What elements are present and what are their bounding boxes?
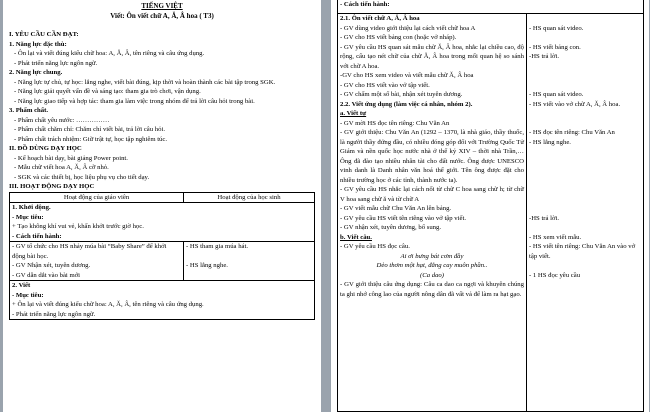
- subject-heading: TIẾNG VIỆT: [141, 2, 183, 10]
- student-step: - HS tham gia múa hát.: [186, 243, 249, 250]
- paragraph: - Năng lực tự chủ, tự học: lắng nghe, viết bài đúng, kịp thời và hoàn thành các bài tập trong SGK.: [14, 78, 276, 86]
- teacher-step: - GV Nhận xét, tuyên dương.: [12, 262, 91, 269]
- teacher-step: - GV giới thiệu câu ứng dụng: Câu ca dao ca ngợi và khuyên chúng ta ghi nhớ công lao của người nông dân đã vất vả để làm ra hạt gạo.: [340, 281, 524, 298]
- step-heading: 2.1. Ôn viết chữ A, Ă, Â hoa: [340, 15, 420, 23]
- step-heading: a. Viết tự: [340, 110, 367, 118]
- student-step: - HS xem viết mẫu.: [529, 233, 582, 241]
- paragraph: - Năng lực giải quyết vấn đề và sáng tạo: tham gia trò chơi, vận dụng.: [14, 88, 201, 95]
- student-step: - HS lắng nghe.: [186, 262, 228, 269]
- paragraph: - Kế hoạch bài dạy, bài giảng Power point.: [14, 154, 128, 162]
- activity-table: [9, 192, 315, 321]
- teacher-step: - GV yêu cầu HS quan sát mẫu chữ Ă, Â hoa, nhắc lại chiều cao, độ rộng, cấu tạo nét chữ của chữ Ă, Â hoa trong mối quan hệ so sánh với chữ A hoa.: [340, 43, 524, 70]
- student-step: - HS quan sát video.: [529, 91, 584, 99]
- label: - Mục tiêu:: [12, 291, 44, 299]
- paragraph: - Phẩm chất yêu nước: ……………: [14, 116, 110, 124]
- paragraph: + Tạo không khí vui vẻ, khấn khởi trước giờ học.: [12, 223, 144, 230]
- student-step: - 1 HS đọc yêu cầu: [529, 271, 581, 279]
- teacher-step: - GV giới thiệu: Chu Văn An (1292 – 1370, là nhà giáo, thầy thuốc, là người thầy đứng đầu, có nhiều đóng góp đối với Trường Quốc Tử Giám và nền quốc học nước nhà ở thế kỷ XIV – thời nhà Trần,… Ông đã đào tạo nhiều nhân tài cho đất nước. Ông được UNESCO vinh danh là Danh nhân văn hoá thế giới. Tên ông được đặt cho nhiều trường học ở các tỉnh, thành nước ta).: [340, 129, 524, 184]
- teacher-step: - GV yêu cầu HS nhắc lại cách nối từ chữ C hoa sang chữ h; từ chữ V hoa sang chữ ă và từ chữ A: [340, 186, 524, 203]
- section-heading: II. ĐỒ DÙNG DẠY HỌC: [9, 145, 82, 152]
- student-step: - HS viết vào vở chữ A, Ă, Â hoa.: [529, 100, 621, 108]
- poem-line: Dẻo thơm một hạt, đắng cay muôn phần..: [376, 262, 488, 270]
- step-heading: 2.2. Viết ứng dụng (làm việc cá nhân, nhóm 2).: [340, 100, 473, 108]
- paragraph: - Năng lực giao tiếp và hợp tác: tham gia làm việc trong nhóm để trả lời câu hỏi trong bài.: [14, 97, 255, 105]
- teacher-step: - GV yêu cầu HS viết tên riêng vào vở tập viết.: [340, 214, 466, 222]
- paragraph: - Mẫu chữ viết hoa A, Ă, Â cỡ nhỏ.: [14, 164, 109, 171]
- teacher-step: -GV cho HS xem video và viết mẫu chữ Ă, Â hoa: [340, 72, 474, 80]
- section-heading: III. HOẠT ĐỘNG DẠY HỌC: [9, 183, 95, 190]
- label: - Cách tiến hành:: [340, 1, 390, 8]
- student-step: -HS trả lời.: [529, 214, 560, 222]
- student-step: - HS lắng nghe.: [529, 138, 571, 146]
- poem-source: (Ca dao): [420, 271, 444, 279]
- step-heading: b. Viết câu.: [340, 233, 372, 241]
- teacher-step: - GV nhận xét, tuyên dương, bổ sung.: [340, 224, 442, 232]
- page-right: [331, 0, 649, 412]
- paragraph: - Ôn lại và viết đúng kiểu chữ hoa: A, Ă, Â, tên riêng và câu ứng dụng.: [14, 50, 205, 57]
- section-heading: I. YÊU CẦU CẦN ĐẠT:: [9, 31, 79, 38]
- student-step: - HS viết bảng con.: [529, 43, 581, 51]
- student-step: -HS trả lời.: [529, 53, 560, 61]
- table-header-student: Hoạt động của học sinh: [184, 192, 315, 203]
- activity-table-continued: [337, 0, 644, 412]
- teacher-step: - GV yêu cầu HS đọc câu.: [340, 243, 410, 251]
- label: - Mục tiêu:: [12, 213, 44, 221]
- teacher-step: - GV dùng video giới thiệu lại cách viết chữ hoa A: [340, 24, 476, 32]
- teacher-step: - GV cho HS viết vào vở tập viết.: [340, 81, 430, 89]
- page-left: [3, 0, 321, 412]
- table-header-teacher: Hoạt động của giáo viên: [10, 192, 184, 203]
- student-step: - HS đọc tên riêng: Chu Văn An: [529, 129, 615, 137]
- teacher-step: - GV cho HS viết bảng con (hoặc vở nháp).: [340, 34, 457, 42]
- paragraph: - SGK và các thiết bị, học liệu phụ vụ cho tiết dạy.: [14, 173, 150, 181]
- subsection-heading: 2. Năng lực chung.: [9, 69, 63, 76]
- teacher-step: - GV mời HS đọc tên riêng: Chu Văn An: [340, 119, 450, 127]
- subsection-heading: 3. Phẩm chất.: [9, 107, 49, 114]
- label: - Cách tiến hành:: [12, 232, 62, 240]
- teacher-step: - GV dẫn dắt vào bài mới: [12, 271, 81, 279]
- paragraph: - Phẩm chất trách nhiệm: Giữ trật tự, học tập nghiêm túc.: [14, 135, 168, 143]
- teacher-step: - GV chấm một số bài, nhận xét tuyên dương.: [340, 91, 463, 99]
- activity-heading: 2. Viết: [12, 282, 31, 289]
- student-step: - HS quan sát video.: [529, 24, 584, 32]
- poem-line: Ai ơi bưng bát cơm đầy: [400, 252, 464, 260]
- lesson-title: Viết: Ôn viết chữ A, Ă, Â hoa ( T3): [110, 11, 214, 20]
- teacher-step: - GV viết mẫu chữ Chu Văn An lên bảng.: [340, 205, 452, 213]
- paragraph: - Phát triển năng lực ngôn ngữ.: [14, 59, 98, 67]
- teacher-step: - GV tổ chức cho HS nhảy múa bài “Baby Share” để khởi động bài học.: [12, 243, 167, 260]
- paragraph: - Phẩm chất chăm chỉ: Chăm chỉ viết bài, trả lời câu hỏi.: [14, 126, 165, 133]
- paragraph: + Ôn lại và viết đúng kiểu chữ hoa: A, Ă, Â, tên riêng và câu ứng dụng.: [12, 301, 204, 308]
- activity-heading: 1. Khởi động.: [12, 204, 51, 211]
- paragraph: - Phát triển năng lực ngôn ngữ.: [12, 310, 96, 318]
- student-step: - HS viết tên riêng: Chu Văn An vào vở tập viết.: [529, 243, 636, 260]
- subsection-heading: 1. Năng lực đặc thù:: [9, 40, 67, 48]
